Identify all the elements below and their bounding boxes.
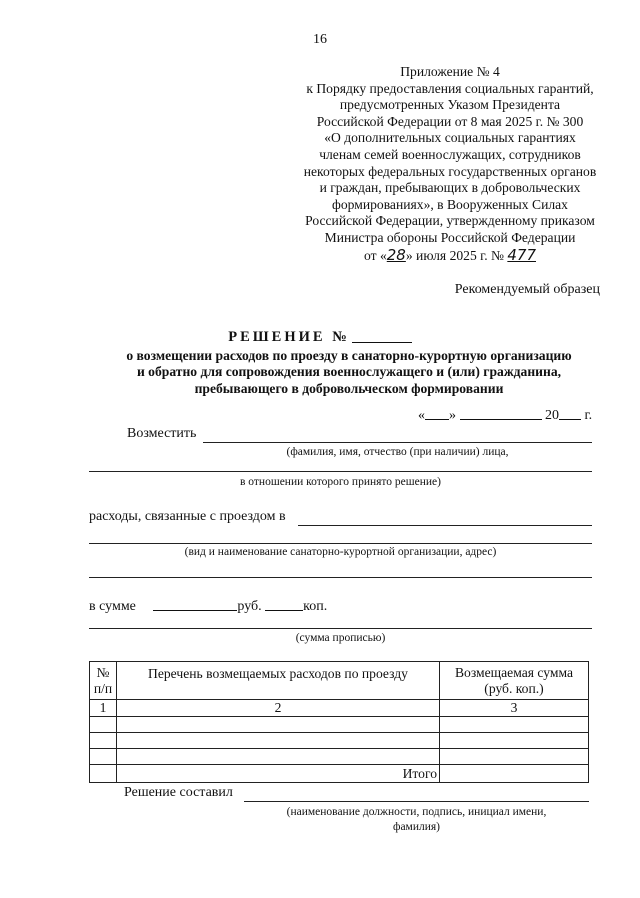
table-row [90,749,589,765]
sample-label: Рекомендуемый образец [454,282,600,297]
document-title [0,328,640,346]
total-amount-cell[interactable] [440,765,589,783]
page-number: 16 [313,32,327,47]
order-number: 477 [507,245,536,264]
compiled-by-label: Решение составил [124,785,233,800]
sanatorium-field-2[interactable] [89,543,592,544]
appendix-line: и граждан, пребывающих в добровольческих [319,180,581,196]
header-num-line2: п/п [93,680,113,696]
total-label: Итого [117,765,440,783]
sum-in-words-field[interactable] [89,628,592,629]
compiled-hint-line1: (наименование должности, подпись, инициал имени, [286,806,547,818]
date-year-blank[interactable] [559,406,581,420]
total-num-cell [90,765,117,783]
order-date-prefix: от « [363,247,387,263]
decision-date [418,406,592,424]
date-month-blank[interactable] [460,406,542,420]
sanatorium-field-3[interactable] [89,577,592,578]
appendix-line: «О дополнительных социальных гарантиях [324,130,576,146]
header-list: Перечень возмещаемых расходов по проезду [117,662,440,700]
subtitle-line: о возмещении расходов по проезду в санаторно-курортную организацию [126,348,572,363]
subtitle-line: и обратно для сопровождения военнослужащего и (или) гражданина, [136,364,562,380]
travel-label: расходы, связанные с проездом в [89,509,286,524]
sum-row [89,597,327,615]
compiled-by-field[interactable] [244,801,589,802]
table-cell[interactable] [440,717,589,733]
sum-rubles-field[interactable] [153,597,237,611]
table-cell[interactable] [90,717,117,733]
appendix-line: некоторых федеральных государственных органов [303,163,597,179]
appendix-line: Российской Федерации от 8 мая 2025 г. № 300 [316,113,584,129]
appendix-line: к Порядку предоставления социальных гарантий, [306,80,594,96]
header-amount-line2: (руб. коп.) [484,680,544,696]
date-year-prefix: 20 [545,408,559,423]
appendix-block [282,64,618,264]
appendix-line: членам семей военнослужащих, сотрудников [319,146,581,162]
table-cell[interactable] [117,717,440,733]
rub-label: руб. [237,599,262,614]
order-date-middle: » июля 2025 г. № [405,247,508,263]
reimburse-label: Возместить [127,426,197,441]
header-num-line1: № [96,664,110,680]
header-amount-line1: Возмещаемая сумма [454,664,574,680]
appendix-line: Приложение № 4 [400,64,500,79]
date-close-quote: » [449,408,456,423]
sanatorium-field[interactable] [298,525,592,526]
index-cell: 1 [90,700,117,717]
appendix-line: формированиях», в Вооруженных Силах [332,196,568,212]
appendix-line: Российской Федерации, утвержденному приказом [305,213,595,229]
appendix-line: Министра обороны Российской Федерации [324,229,576,245]
header-amount [440,662,589,700]
table-cell[interactable] [117,733,440,749]
appendix-line: предусмотренных Указом Президента [339,97,561,113]
expenses-table [89,661,589,783]
index-cell: 3 [440,700,589,717]
title-text: РЕШЕНИЕ № [228,329,350,345]
order-date-line [282,247,618,265]
subtitle-line: пребывающего в добровольческом формировании [194,380,504,396]
compiled-hint-line2: фамилия) [393,821,440,833]
sanatorium-hint: (вид и наименование санаторно-курортной организации, адрес) [184,546,497,558]
table-cell[interactable] [440,749,589,765]
header-num [90,662,117,700]
table-cell[interactable] [90,749,117,765]
index-cell: 2 [117,700,440,717]
sum-label: в сумме [89,599,136,614]
order-date-day: 28 [386,245,406,264]
sum-kopecks-field[interactable] [265,597,303,611]
recipient-name-field[interactable] [203,442,592,443]
date-year-suffix: г. [584,408,593,423]
fio-hint: (фамилия, имя, отчество (при наличии) лица, [286,446,509,458]
kop-label: коп. [303,599,328,614]
table-row [90,733,589,749]
table-row [90,717,589,733]
table-total-row [90,765,589,783]
document-subtitle [86,348,612,397]
date-day-blank[interactable] [425,406,449,420]
sum-in-words-hint: (сумма прописью) [295,632,386,644]
recipient-name-field-2[interactable] [89,471,592,472]
title-number-blank[interactable] [352,328,412,343]
table-cell[interactable] [117,749,440,765]
table-header-row [90,662,589,700]
decision-subject-hint: в отношении которого принято решение) [240,476,441,488]
table-index-row [90,700,589,717]
table-cell[interactable] [90,733,117,749]
compiled-by-hint [244,805,589,835]
date-open-quote: « [418,408,425,423]
table-cell[interactable] [440,733,589,749]
